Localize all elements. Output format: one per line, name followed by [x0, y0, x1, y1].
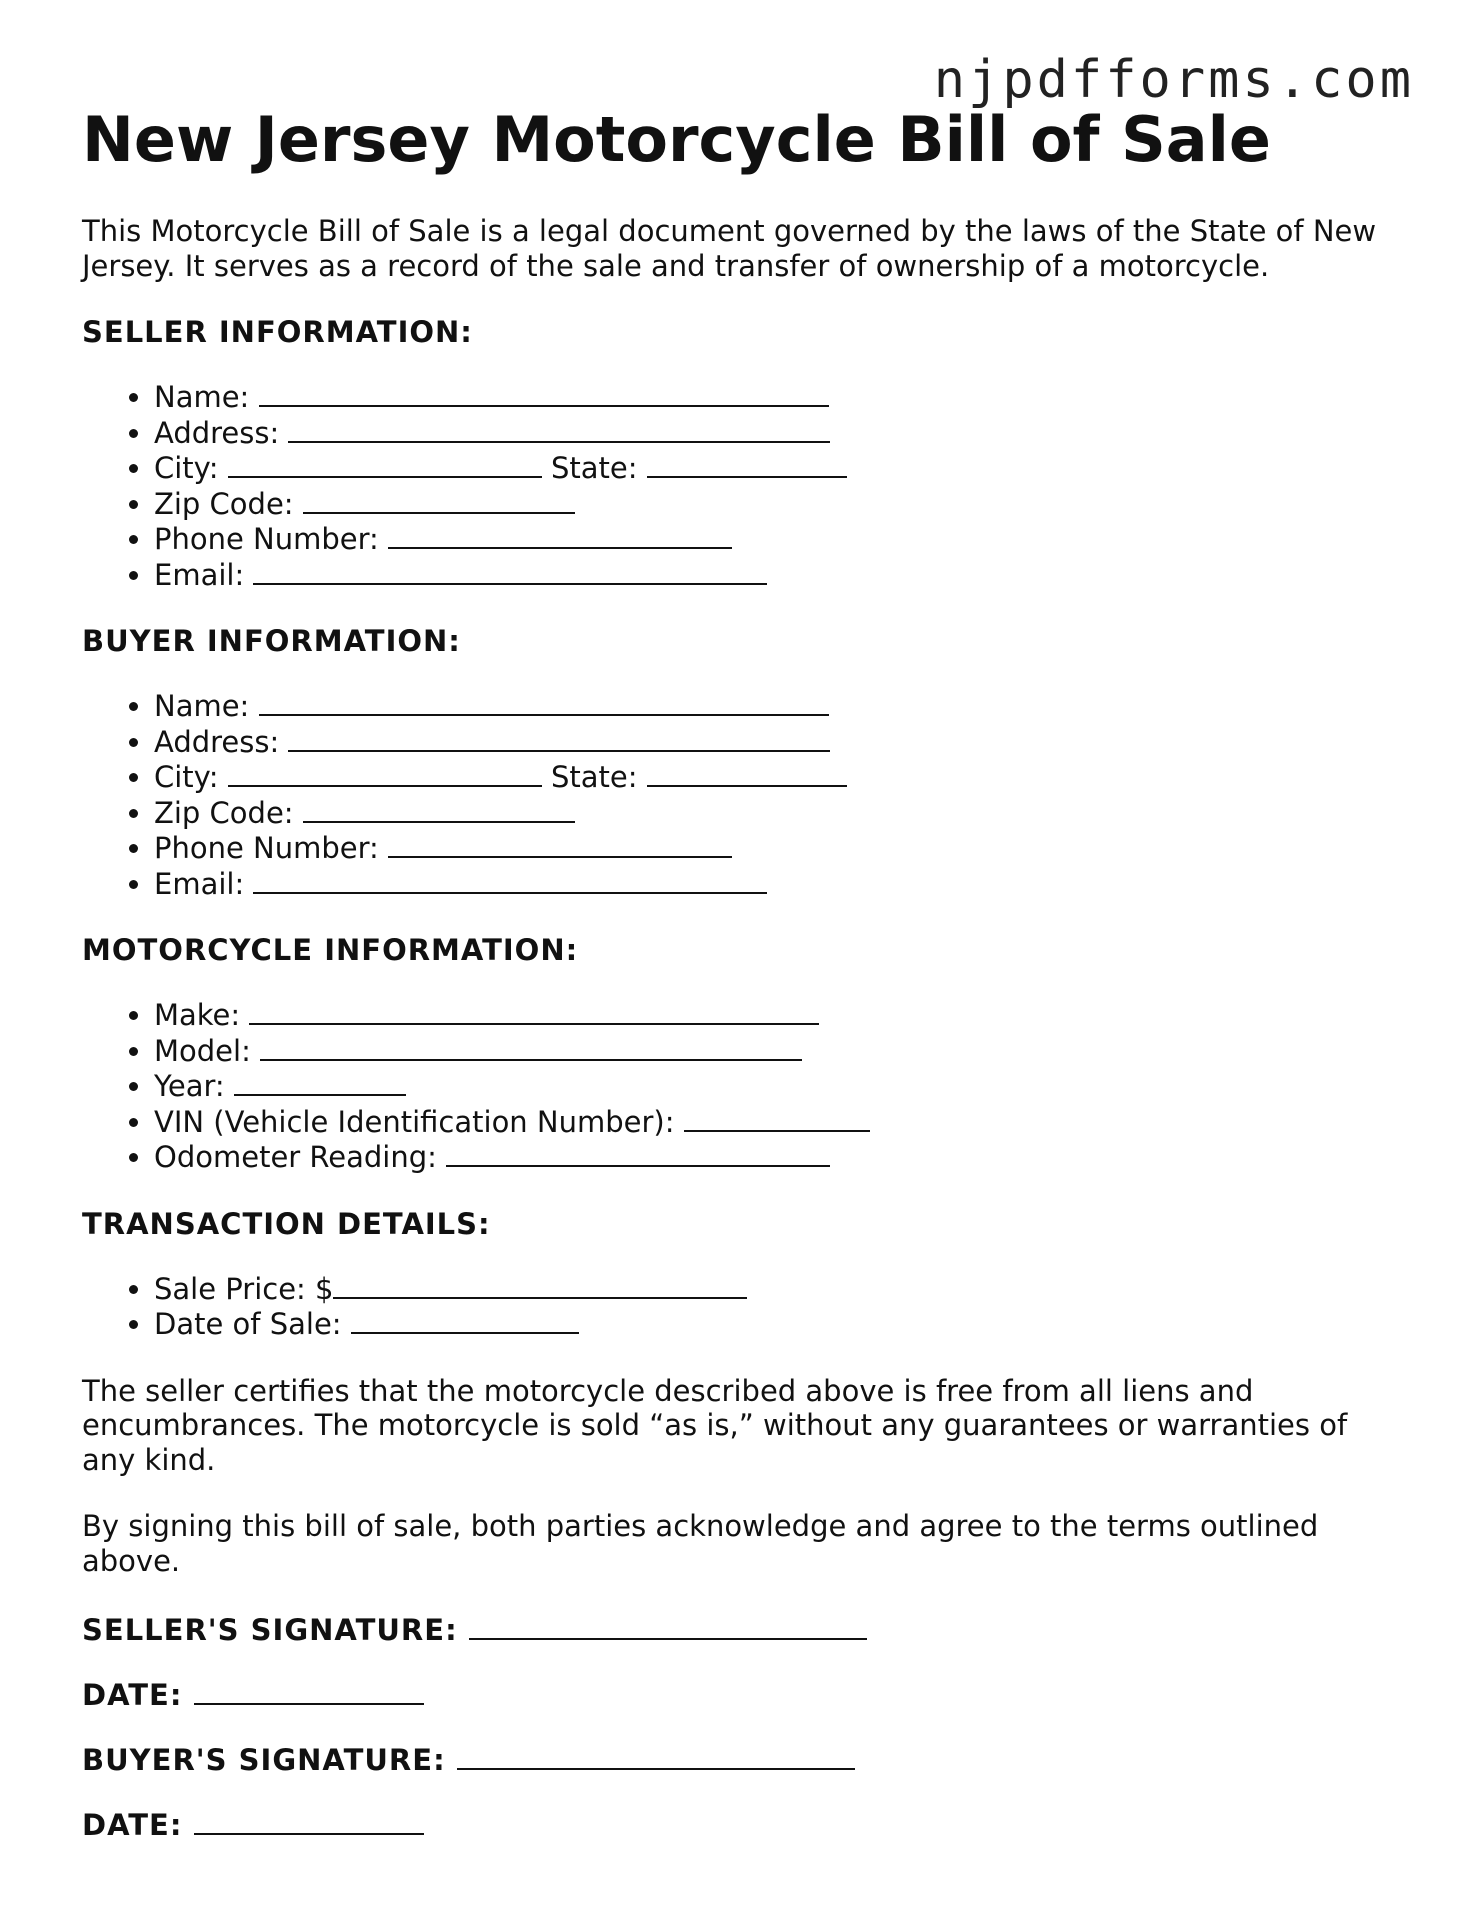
- model-item: [154, 1033, 1392, 1069]
- seller-city-item: [154, 450, 1392, 486]
- buyer-fields: [82, 688, 1392, 901]
- watermark: njpdfforms.com: [933, 50, 1414, 110]
- buyer-phone-label: Phone Number:: [154, 831, 379, 865]
- seller-city-blank[interactable]: [228, 450, 542, 478]
- buyer-email-item: [154, 866, 1392, 902]
- buyer-zip-blank[interactable]: [303, 795, 575, 823]
- transaction-fields: [82, 1271, 1392, 1342]
- transaction-heading: TRANSACTION DETAILS:: [82, 1206, 491, 1241]
- sale-price-item: [154, 1271, 1392, 1307]
- seller-heading: SELLER INFORMATION:: [82, 315, 473, 349]
- seller-address-label: Address:: [154, 415, 280, 450]
- vin-blank[interactable]: [684, 1104, 870, 1132]
- buyer-state-blank[interactable]: [647, 759, 847, 787]
- year-item: [154, 1068, 1392, 1104]
- buyer-phone-blank[interactable]: [388, 830, 732, 858]
- seller-email-item: [154, 557, 1392, 593]
- buyer-date-row: [82, 1807, 1392, 1842]
- make-blank[interactable]: [249, 997, 819, 1025]
- sale-date-item: [154, 1306, 1392, 1342]
- document-page: [82, 100, 1392, 1842]
- model-blank[interactable]: [260, 1033, 802, 1061]
- motorcycle-fields: [82, 997, 1392, 1175]
- buyer-zip-item: [154, 795, 1392, 831]
- buyer-name-label: Name:: [154, 689, 250, 723]
- odometer-label: Odometer Reading:: [154, 1140, 437, 1174]
- seller-phone-blank[interactable]: [388, 521, 732, 549]
- seller-state-blank[interactable]: [647, 450, 847, 478]
- seller-name-label: Name:: [154, 380, 250, 414]
- buyer-heading: BUYER INFORMATION:: [82, 624, 461, 658]
- certify-paragraph: The seller certifies that the motorcycle described above is free from all liens and encumbrances. The motorcycle is sold “as is,” without any guarantees or warranties of any kind.: [82, 1373, 1348, 1477]
- seller-address-item: [154, 415, 1392, 451]
- seller-signature-row: [82, 1612, 1392, 1647]
- buyer-address-label: Address:: [154, 724, 280, 759]
- buyer-signature-row: [82, 1742, 1392, 1777]
- buyer-name-item: [154, 688, 1392, 724]
- vin-item: [154, 1104, 1392, 1140]
- buyer-email-blank[interactable]: [253, 866, 767, 894]
- sale-price-blank[interactable]: [333, 1271, 747, 1299]
- buyer-email-label: Email:: [154, 866, 245, 901]
- buyer-state-label: State:: [550, 760, 638, 794]
- seller-zip-label: Zip Code:: [154, 486, 294, 521]
- buyer-city-item: [154, 759, 1392, 795]
- make-label: Make:: [154, 998, 241, 1032]
- seller-date-blank[interactable]: [194, 1677, 424, 1705]
- seller-email-label: Email:: [154, 557, 245, 592]
- make-item: [154, 997, 1392, 1033]
- buyer-signature-blank[interactable]: [457, 1742, 855, 1770]
- model-label: Model:: [154, 1033, 251, 1068]
- year-blank[interactable]: [234, 1068, 406, 1096]
- vin-label: VIN (Vehicle Identification Number):: [154, 1104, 675, 1139]
- seller-fields: [82, 379, 1392, 592]
- intro-paragraph: This Motorcycle Bill of Sale is a legal document governed by the laws of the State of New Jersey. It serves as a record of the sale and transfer of ownership of a motorcycle.: [82, 214, 1377, 283]
- sale-date-label: Date of Sale:: [154, 1307, 342, 1341]
- buyer-phone-item: [154, 830, 1392, 866]
- buyer-address-blank[interactable]: [288, 724, 830, 752]
- seller-zip-blank[interactable]: [303, 486, 575, 514]
- buyer-date-label: DATE:: [82, 1808, 183, 1842]
- page-title: New Jersey Motorcycle Bill of Sale: [82, 103, 1271, 176]
- seller-name-item: [154, 379, 1392, 415]
- buyer-city-blank[interactable]: [228, 759, 542, 787]
- seller-date-label: DATE:: [82, 1678, 183, 1712]
- odometer-item: [154, 1139, 1392, 1175]
- seller-phone-label: Phone Number:: [154, 522, 379, 556]
- seller-signature-label: SELLER'S SIGNATURE:: [82, 1613, 458, 1647]
- seller-state-label: State:: [550, 451, 638, 485]
- buyer-address-item: [154, 724, 1392, 760]
- seller-email-blank[interactable]: [253, 557, 767, 585]
- buyer-date-blank[interactable]: [194, 1807, 424, 1835]
- seller-zip-item: [154, 486, 1392, 522]
- buyer-city-label: City:: [154, 760, 219, 794]
- seller-phone-item: [154, 521, 1392, 557]
- buyer-zip-label: Zip Code:: [154, 795, 294, 830]
- seller-city-label: City:: [154, 451, 219, 485]
- buyer-name-blank[interactable]: [259, 688, 829, 716]
- sale-date-blank[interactable]: [351, 1306, 579, 1334]
- sale-price-label: Sale Price: $: [154, 1271, 334, 1306]
- buyer-signature-label: BUYER'S SIGNATURE:: [82, 1743, 446, 1777]
- seller-date-row: [82, 1677, 1392, 1712]
- seller-signature-blank[interactable]: [469, 1612, 867, 1640]
- seller-name-blank[interactable]: [259, 379, 829, 407]
- year-label: Year:: [154, 1069, 225, 1103]
- agree-paragraph: By signing this bill of sale, both parties acknowledge and agree to the terms outlined above.: [82, 1509, 1319, 1578]
- motorcycle-heading: MOTORCYCLE INFORMATION:: [82, 933, 579, 967]
- odometer-blank[interactable]: [446, 1139, 830, 1167]
- seller-address-blank[interactable]: [288, 415, 830, 443]
